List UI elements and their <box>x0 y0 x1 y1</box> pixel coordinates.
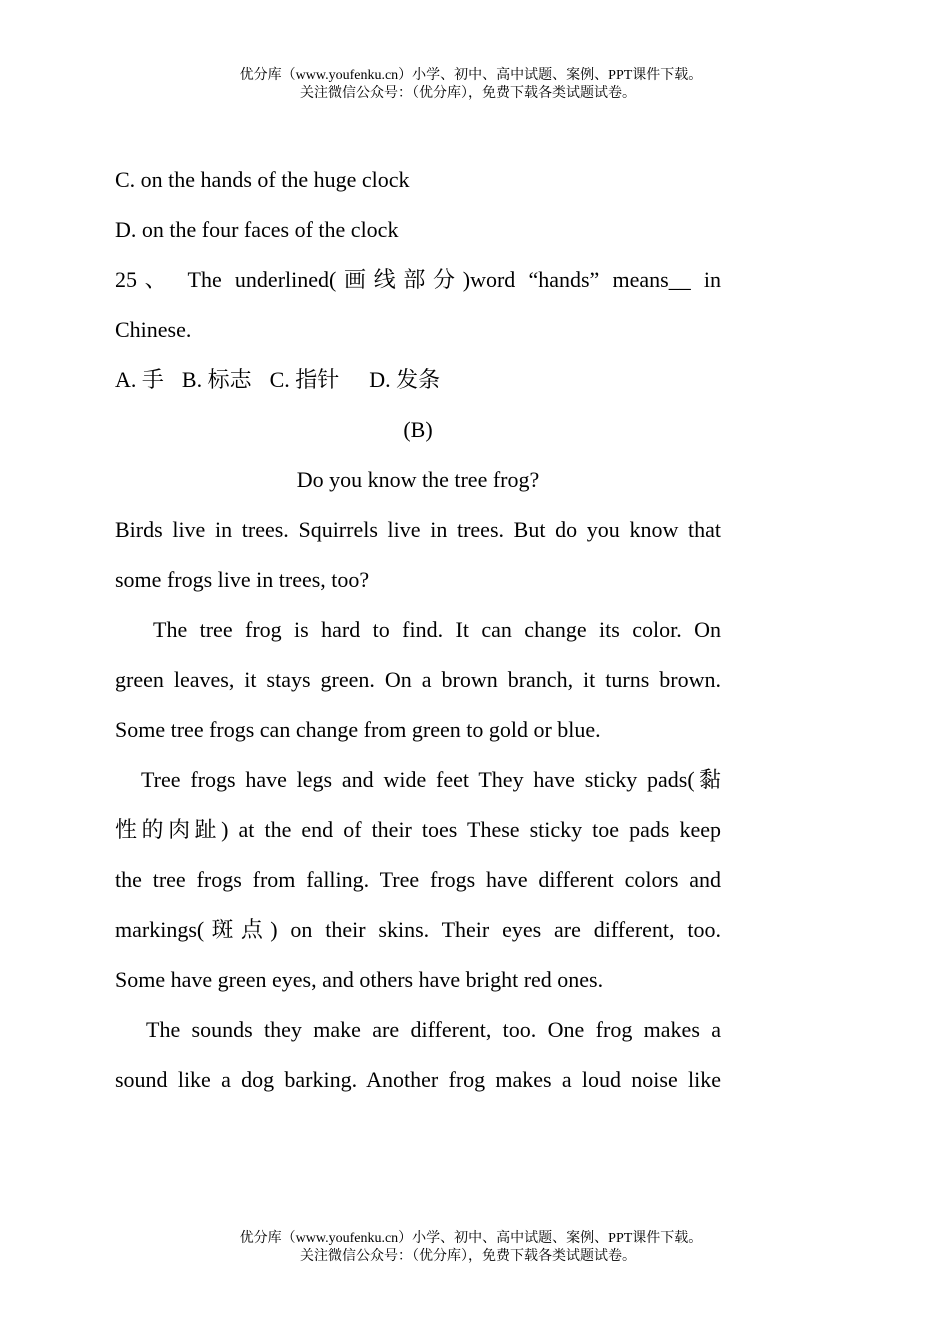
passage-line: markings(斑点) on their skins. Their eyes are different, too. <box>115 917 721 942</box>
page-header <box>0 67 950 103</box>
passage-line: some frogs live in trees, too? <box>115 567 370 592</box>
footer-line-1: 优分库（www.youfenku.cn）小学、初中、高中试题、案例、PPT课件下载。 <box>239 1231 703 1246</box>
section-label: (B) <box>403 417 433 442</box>
passage-line: The sounds they make are different, too. One frog makes a <box>146 1017 721 1042</box>
q25-stem-line-2: Chinese. <box>115 317 192 342</box>
passage-line: Birds live in trees. Squirrels live in trees. But do you know that <box>115 517 721 542</box>
q25-option-a: A. 手 <box>115 367 164 392</box>
document-body <box>115 155 721 1105</box>
q25-option-b: B. 标志 <box>181 367 252 392</box>
footer-line-2: 关注微信公众号：（优分库），免费下载各类试题试卷。 <box>300 1249 636 1264</box>
q25-options <box>115 355 721 405</box>
passage-line: 性的肉趾) at the end of their toes These sticky toe pads keep <box>115 817 721 842</box>
passage-line: the tree frogs from falling. Tree frogs have different colors and <box>115 867 721 892</box>
passage-title: Do you know the tree frog? <box>296 467 540 492</box>
q25-stem-line-1: 25、 The underlined(画线部分)word “hands” means__ in <box>115 267 721 292</box>
q24-option-d: D. on the four faces of the clock <box>115 217 399 242</box>
passage-line: Some tree frogs can change from green to gold or blue. <box>115 717 601 742</box>
passage-line: Tree frogs have legs and wide feet They have sticky pads(黏 <box>141 767 721 792</box>
header-line-2: 关注微信公众号：（优分库），免费下载各类试题试卷。 <box>300 86 636 101</box>
passage-line: green leaves, it stays green. On a brown branch, it turns brown. <box>115 667 721 692</box>
q25-option-d: D. 发条 <box>369 367 441 392</box>
q24-option-c: C. on the hands of the huge clock <box>115 167 410 192</box>
passage-line: sound like a dog barking. Another frog makes a loud noise like <box>115 1067 721 1092</box>
passage-line: The tree frog is hard to find. It can change its color. On <box>153 617 721 642</box>
page-footer <box>0 1230 950 1266</box>
header-line-1: 优分库（www.youfenku.cn）小学、初中、高中试题、案例、PPT课件下载。 <box>239 68 703 83</box>
passage-line: Some have green eyes, and others have bright red ones. <box>115 967 604 992</box>
q25-option-c: C. 指针 <box>269 367 340 392</box>
